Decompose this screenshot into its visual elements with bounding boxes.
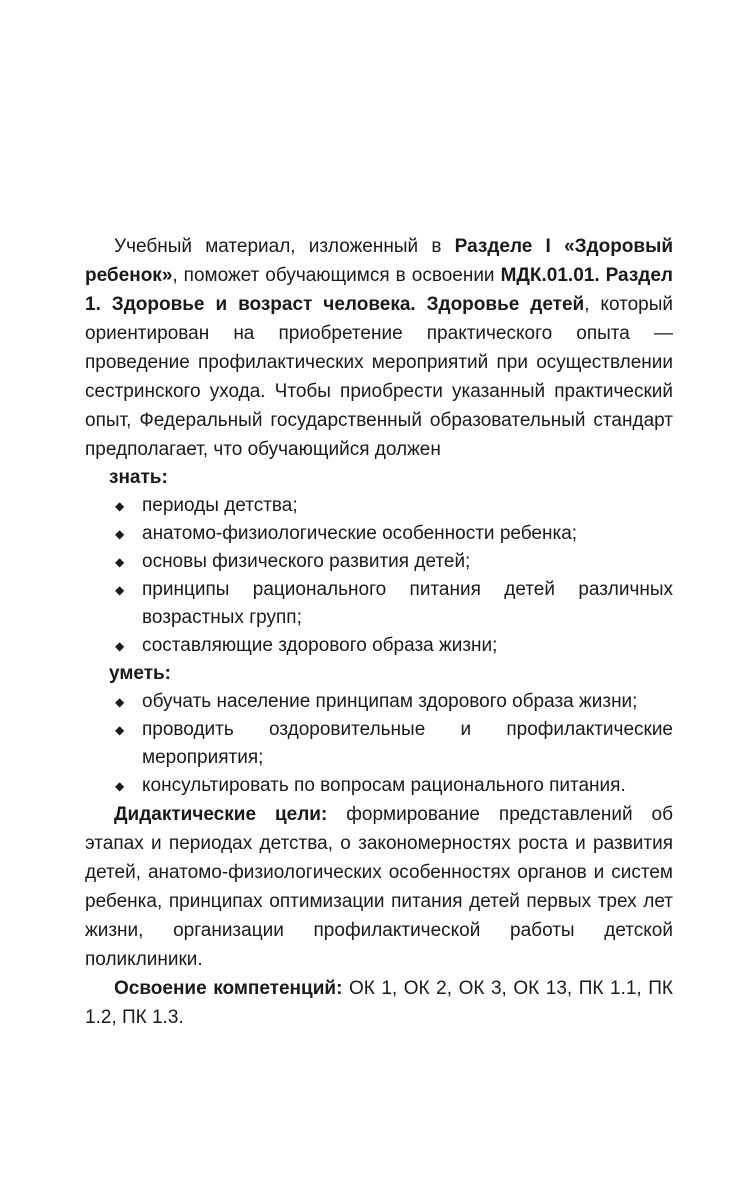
list-item: ◆ периоды детства; [85, 492, 673, 520]
able-list [85, 688, 673, 800]
bullet-icon: ◆ [115, 499, 125, 513]
competencies-text: ОК 1, ОК 2, ОК 3, ОК 13, ПК 1.1, ПК 1.2, ПК 1.3. [85, 978, 673, 1028]
competencies-label: Освоение компетенций: [114, 978, 343, 999]
bullet-icon: ◆ [115, 695, 125, 709]
list-item: ◆ обучать население принципам здорового образа жизни; [85, 688, 673, 716]
competencies-paragraph [85, 974, 673, 1032]
list-item: ◆ анатомо-физиологические особенности ребенка; [85, 520, 673, 548]
goals-text: формирование представлений об этапах и периодах детства, о закономерностях роста и развития детей, анатомо-физиологических особенностях органов и систем ребенка, принципах оптимизации питания детей первых трех лет жизни, организации профилактической работы детской поликлиники. [85, 804, 673, 970]
intro-bold-section: Разделе I «Здоровый ребенок» [85, 236, 674, 286]
intro-paragraph [85, 232, 673, 464]
know-label: знать: [109, 467, 168, 488]
list-item: ◆ консультировать по вопросам рационального питания. [85, 772, 673, 800]
bullet-icon: ◆ [115, 527, 125, 541]
intro-text-2: , поможет обучающимся в освоении [172, 265, 501, 286]
able-label: уметь: [109, 663, 172, 684]
intro-text-1: Учебный материал, изложенный в [114, 236, 455, 257]
list-item: ◆ проводить оздоровительные и профилактические мероприятия; [85, 716, 673, 772]
page-content [85, 232, 673, 1032]
bullet-icon: ◆ [115, 639, 125, 653]
bullet-icon: ◆ [115, 779, 125, 793]
goals-paragraph [85, 800, 673, 974]
know-list [85, 492, 673, 660]
intro-bold-module: МДК.01.01. Раздел 1. Здоровье и возраст человека. Здоровье детей [85, 265, 673, 315]
list-item: ◆ принципы рационального питания детей различных возрастных групп; [85, 576, 673, 632]
list-item: ◆ основы физического развития детей; [85, 548, 673, 576]
intro-text-3: , который ориентирован на приобретение практического опыта — проведение профилактических мероприятий при осуществлении сестринского ухода. Чтобы приобрести указанный практический опыт, Федеральный государственный образовательный стандарт предполагает, что обучающийся должен [85, 294, 673, 460]
bullet-icon: ◆ [115, 583, 125, 597]
goals-label: Дидактические цели: [114, 804, 328, 825]
list-item: ◆ составляющие здорового образа жизни; [85, 632, 673, 660]
bullet-icon: ◆ [115, 555, 125, 569]
bullet-icon: ◆ [115, 723, 125, 737]
